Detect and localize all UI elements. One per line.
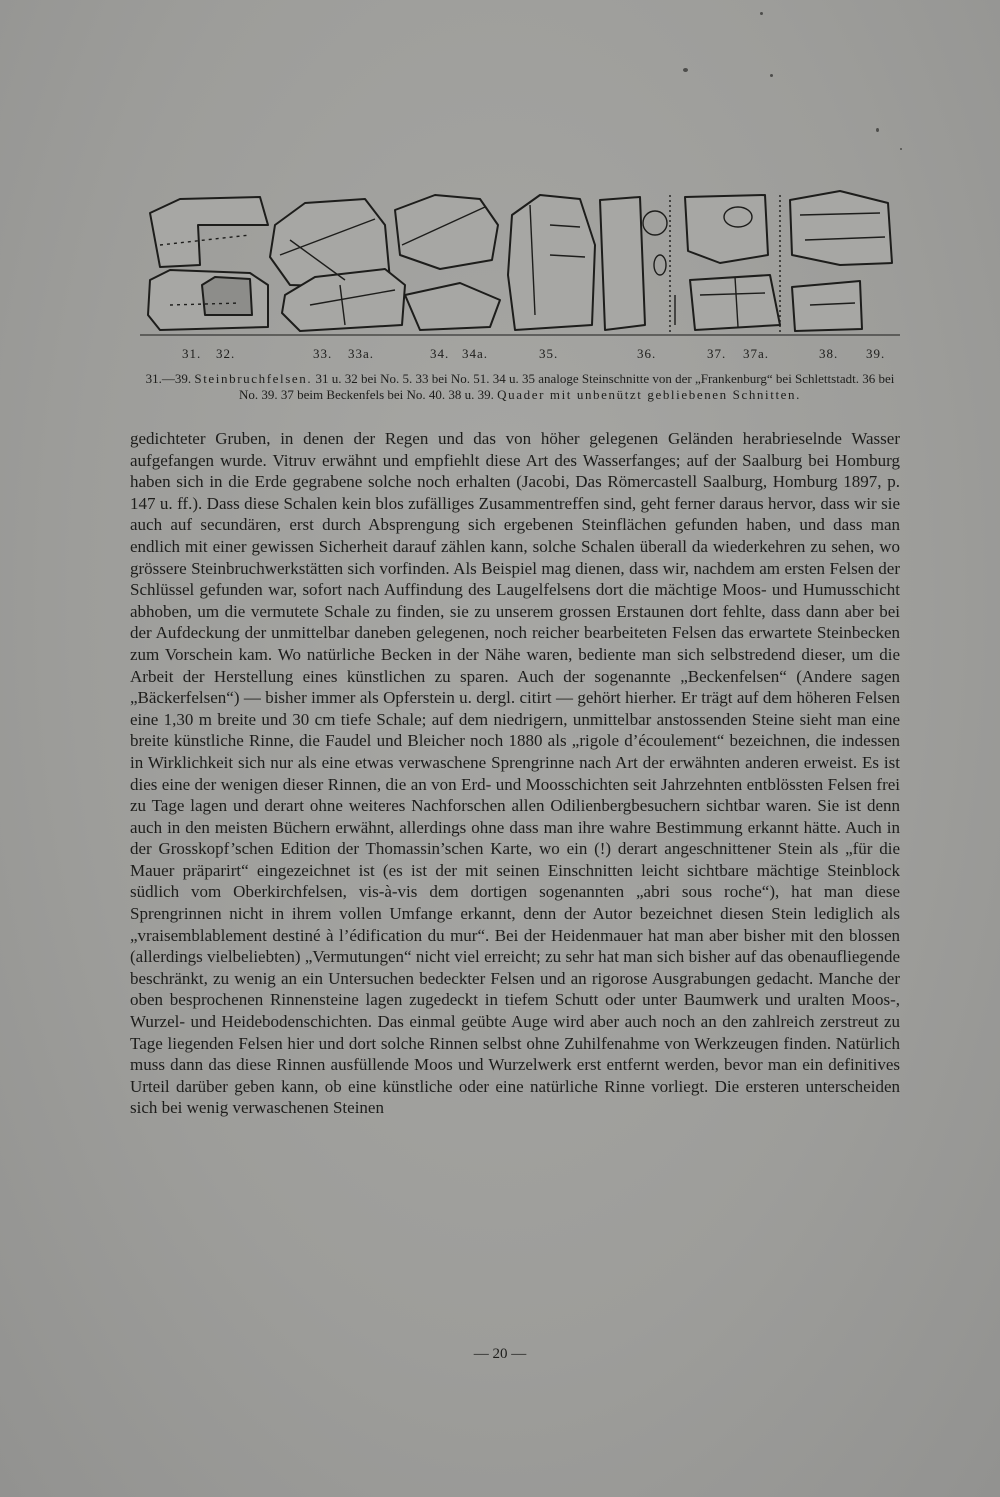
body-paragraph: gedichteter Gruben, in denen der Regen und das von höher gelegenen Geländen herabrieselnde Wasser aufgefangen wurde. Vitruv erwähnt und empfiehlt diese Art des Wasserfanges; auf der Saalburg bei Homburg haben sich in die Erde gegrabene solche noch erhalten (Jacobi, Das Römercastell Saalburg, Homburg 1897, p. 147 u. ff.). Dass diese Schalen kein blos zufälliges Zusammentreffen sind, geht ferner daraus hervor, dass wir sie auch auf secundären, erst durch Absprengung sich ergebenen Steinflächen gefunden haben, und dass man endlich mit einer gewissen Sicherheit darauf zählen kann, solche Schalen überall da wiederkehren zu sehen, wo grössere Steinbruchwerkstätten sich vorfinden. Als Beispiel mag dienen, dass wir, nachdem am ersten Felsen der Schlüssel gefunden war, sofort nach Auffindung des Laugelfelsens dort die mächtige Moos- und Humusschicht abhoben, um die vermutete Schale zu finden, sie zu unserem grossen Erstaunen dort fehlte, dass dann aber bei der Aufdeckung der unmittelbar daneben gelegenen, noch reicher bearbeiteten Felsen das erwartete Steinbecken zum Vorschein kam. Wo natürliche Becken in der Nähe waren, bediente man sich selbstredend dieser, um die Arbeit der Herstellung eines künstlichen zu sparen. Auch der sogenannte „Beckenfelsen“ (Andere sagen „Bäckerfelsen“) — bisher immer als Opferstein u. dergl. citirt — gehört hierher. Er trägt auf dem höheren Felsen eine 1,30 m breite und 30 cm tiefe Schale; auf dem niedrigern, unmittelbar anstossenden Steine sieht man eine breite künstliche Rinne, die Faudel und Bleicher noch 1880 als „rigole d’écoulement“ bezeichnen, die indessen in Wirklichkeit sich nur als eine etwas verwaschene Sprengrinne nach Art der erwähnten anderen erweist. Es ist dies eine der wenigen dieser Rinnen, die an von Erd- und Moosschichten seit Jahrzehnten entblössten Felsen frei zu Tage lagen und derart ohne weiteres Nachforschen allen Odilienbergbesuchern sichtbar waren. Sie ist denn auch in den meisten Büchern erwähnt, allerdings ohne dass man ihre wahre Bestimmung erkannt hätte. Auch in der Grosskopf’schen Edition der Thomassin’schen Karte, wo ein (!) derart angeschnittener Stein als „für die Mauer präparirt“ eingezeichnet ist (es ist der mit seinen Einschnitten leicht sichtbare mächtige Steinblock südlich vom Oberkirchfelsen, vis-à-vis dem dortigen sogenannten „abri sous roche“), hat man diese Sprengrinnen nicht in ihrem vollen Umfange erkannt, denn der Autor bezeichnet diesen Stein lediglich als „vraisemblablement destiné à l’édification du mur“. Bei der Heidenmauer hat man aber bisher mit den blossen (allerdings vielbeliebten) „Vermutungen“ nicht viel erreicht; zu sehr hat man sich bisher auf das obenaufliegende beschränkt, zu wenig an ein Untersuchen bedeckter Felsen und an rigorose Ausgrabungen gedacht. Manche der oben besprochenen Rinnensteine lagen zugedeckt in tiefem Schutt oder unter Baumwerk und uralten Moos-, Wurzel- und Heidebodenschichten. Das einmal geübte Auge wird aber auch noch an den zahlreich zerstreut zu Tage liegenden Felsen hier und dort solche Rinnen selbst ohne Zuhilfenahme von Werkzeugen finden. Natürlich muss dann das diese Rinnen ausfüllende Moos und Wurzelwerk erst entfernt werden, bevor man ein definitives Urteil darüber geben kann, ob eine künstliche oder eine natürliche Rinne vorliegt. Die ersteren unterscheiden sich bei wenig verwaschenen Steinen xyxy=(130,429,900,1118)
caption-title: Steinbruchfelsen. xyxy=(194,371,313,386)
figure-label: 37. xyxy=(707,346,727,361)
figure-label: 32. xyxy=(216,346,236,361)
paper-speck xyxy=(876,128,879,132)
figure-label: 35. xyxy=(539,346,559,361)
figure-number-row xyxy=(0,346,1000,366)
paper-speck xyxy=(900,148,902,150)
figure-label: 33a. xyxy=(348,346,375,361)
page-number: — 20 — xyxy=(473,1346,527,1362)
figure-label: 36. xyxy=(637,346,657,361)
caption-spaced-text: Quader mit unbenützt gebliebenen Schnitten. xyxy=(497,386,801,402)
figure-label: 34a. xyxy=(462,346,489,361)
figure-label: 39. xyxy=(866,346,886,361)
paper-speck xyxy=(760,12,763,15)
body-text xyxy=(130,428,900,1119)
figure-caption xyxy=(145,371,895,402)
figure-label: 37a. xyxy=(743,346,770,361)
figure-label: 31. xyxy=(182,346,202,361)
stone-illustration xyxy=(140,185,900,345)
figure-label: 38. xyxy=(819,346,839,361)
stone-drawing xyxy=(140,185,900,345)
figure-label: 34. xyxy=(430,346,450,361)
paper-speck xyxy=(770,74,773,77)
caption-range: 31.—39. xyxy=(145,371,192,386)
figure-label: 33. xyxy=(313,346,333,361)
paper-speck xyxy=(683,68,688,72)
caption-text: 31 u. 32 bei No. 5. 33 bei No. 51. 34 u. 35 analoge Steinschnitte von der „Frankenburg“ bei Schlettstadt. 36 bei No. 39. 37 beim Beckenfels bei No. 40. 38 u. 39. xyxy=(239,371,895,402)
